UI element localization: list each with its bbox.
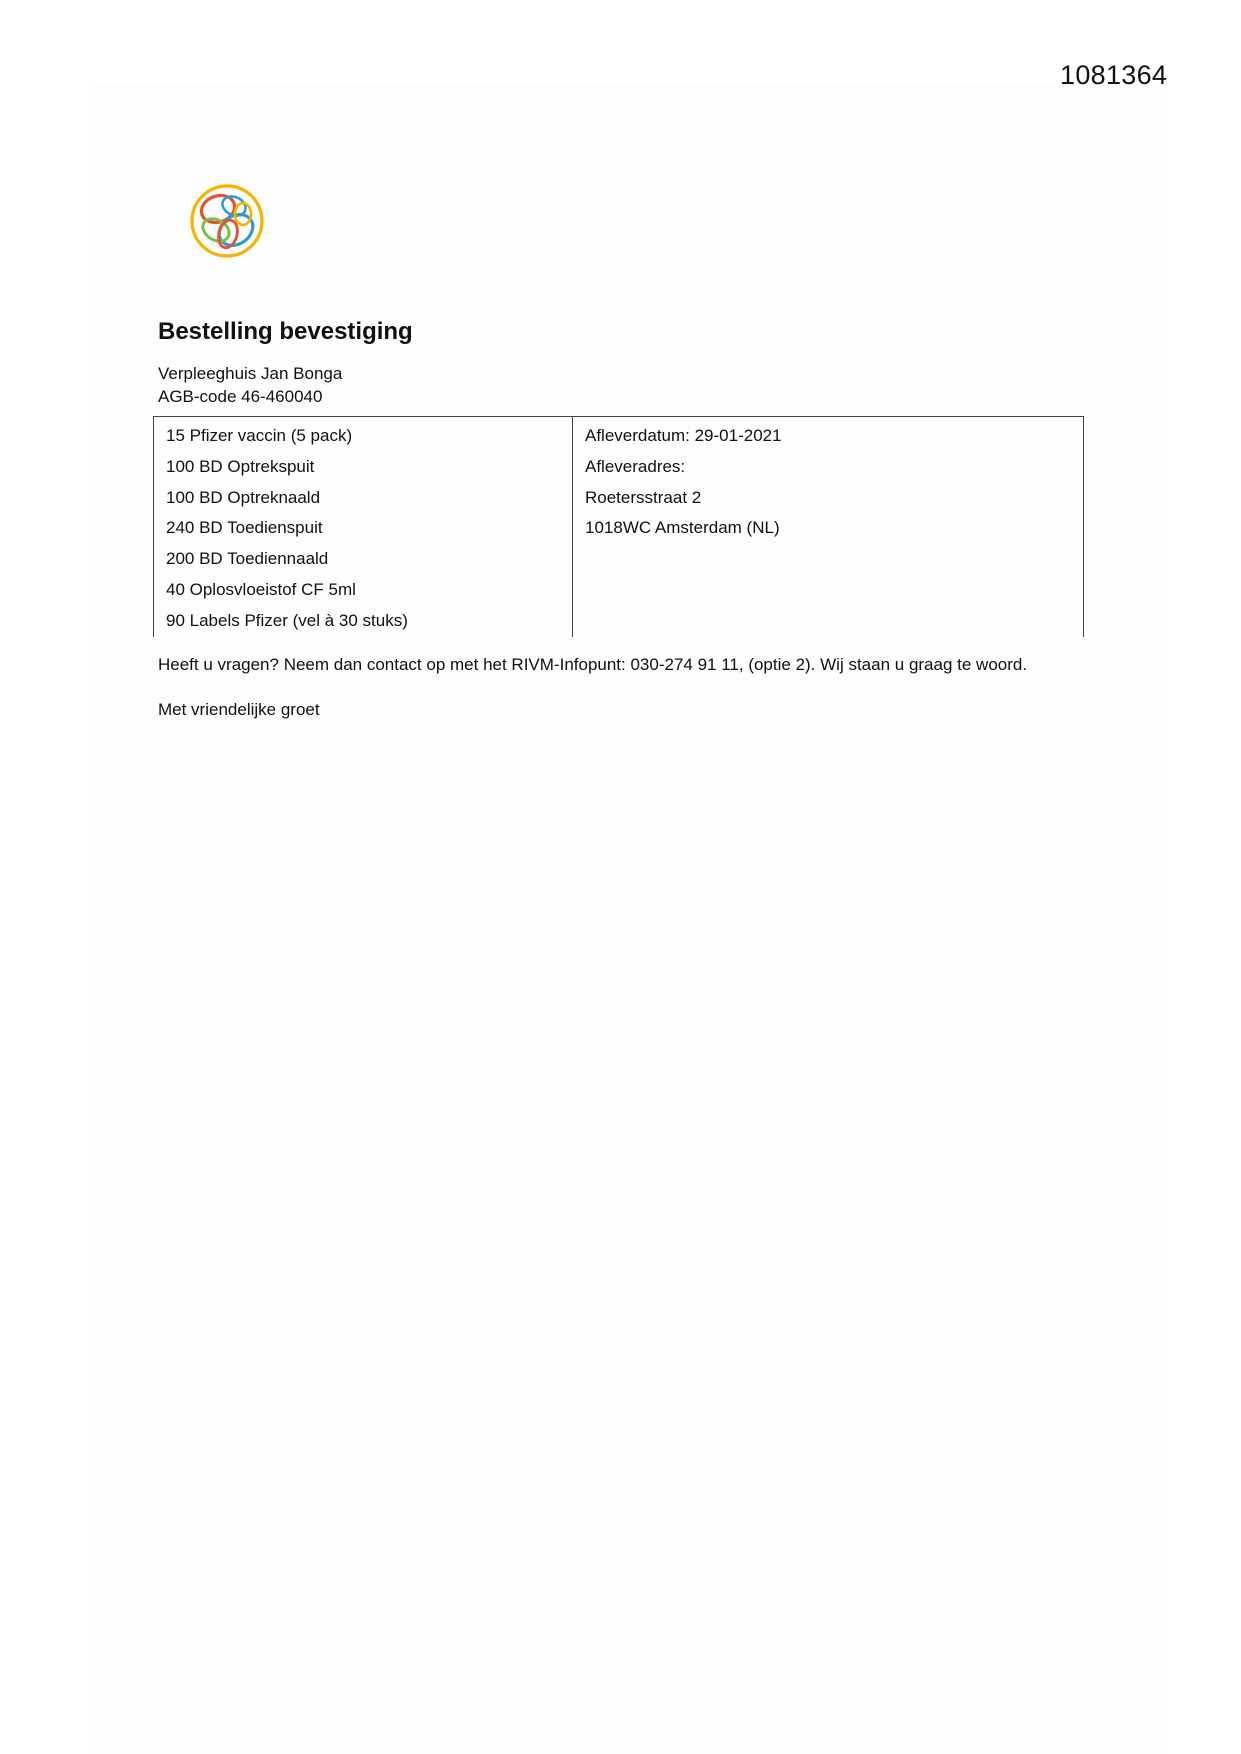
document-number: 1081364 [1060,60,1168,90]
order-item: 200 BD Toediennaald [166,549,329,569]
delivery-date: Afleverdatum: 29-01-2021 [585,426,782,445]
order-item: 100 BD Optreknaald [166,487,321,507]
agb-code: AGB-code 46-460040 [158,387,323,406]
order-item: 240 BD Toedienspuit [166,518,323,538]
greeting: Met vriendelijke groet [158,700,320,719]
contact-text: Heeft u vragen? Neem dan contact op met het RIVM-Infopunt: 030-274 91 11, (optie 2). Wij staan u graag te woord. [158,655,1028,674]
delivery-city: 1018WC Amsterdam (NL) [585,518,780,538]
order-item: 40 Oplosvloeistof CF 5ml [166,579,356,599]
order-items-column [154,417,573,637]
order-item: 90 Labels Pfizer (vel à 30 stuks) [166,610,408,630]
order-item: 15 Pfizer vaccin (5 pack) [166,426,353,445]
interlocking-rings-icon [188,182,266,260]
delivery-street: Roetersstraat 2 [585,487,702,507]
order-item: 100 BD Optrekspuit [166,456,315,476]
recipient-name: Verpleeghuis Jan Bonga [158,364,343,383]
delivery-address-label: Afleveradres: [585,456,686,476]
order-table [153,416,1084,637]
delivery-column [573,417,1083,637]
page-title: Bestelling bevestiging [158,318,413,345]
